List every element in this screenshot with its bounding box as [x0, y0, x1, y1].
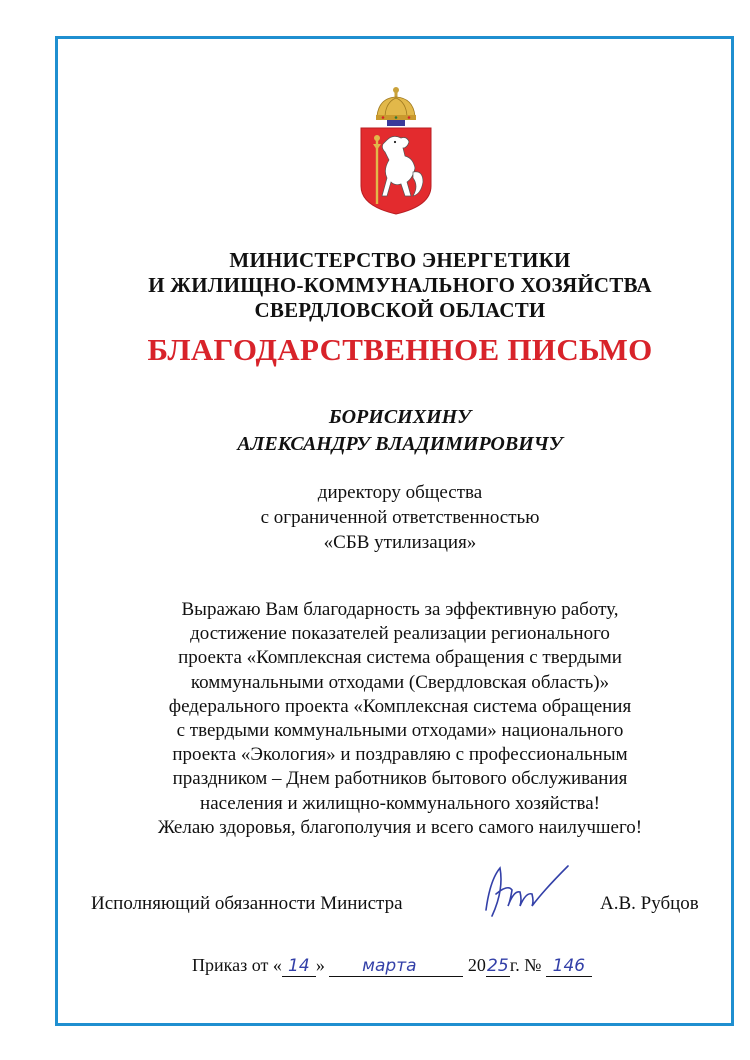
position-line: директору общества [317, 482, 483, 503]
signatory-name: А.В. Рубцов [600, 893, 699, 914]
order-prefix: Приказ от « [192, 955, 282, 975]
order-line [192, 955, 592, 977]
signatory-role: Исполняющий обязанности Министра [91, 893, 403, 914]
order-number: 146 [546, 956, 592, 977]
body-line: населения и жилищно-коммунального хозяйства! [200, 792, 600, 814]
position-line: «СБВ утилизация» [323, 532, 477, 553]
order-month: марта [329, 956, 449, 977]
order-quote-close: » [315, 955, 325, 975]
body-line: федерального проекта «Комплексная система обращения [168, 695, 632, 717]
order-blank [449, 955, 463, 977]
body-line: достижение показателей реализации регионального [190, 623, 610, 645]
body-line: коммунальными отходами (Свердловская область)» [190, 671, 610, 693]
body-line: праздником – Днем работников бытового обслуживания [172, 768, 628, 790]
ministry-name [100, 248, 700, 323]
ministry-line: И ЖИЛИЩНО-КОММУНАЛЬНОГО ХОЗЯЙСТВА [148, 273, 652, 297]
ministry-line: МИНИСТЕРСТВО ЭНЕРГЕТИКИ [229, 248, 571, 272]
body-line: Желаю здоровья, благополучия и всего самого наилучшего! [157, 816, 643, 838]
order-year-prefix: 20 [467, 955, 486, 975]
body-line: проекта «Комплексная система обращения с твердыми [178, 647, 622, 669]
order-day: 14 [282, 956, 316, 977]
order-year-label: г. № [509, 955, 542, 975]
signature-icon [478, 860, 578, 922]
position-line: с ограниченной ответственностью [260, 507, 540, 528]
document-title: БЛАГОДАРСТВЕННОЕ ПИСЬМО [147, 332, 653, 367]
letter-body [80, 598, 720, 840]
coat-of-arms-icon [357, 86, 435, 216]
body-line: проекта «Экология» и поздравляю с профессиональным [172, 744, 628, 766]
recipient-surname: БОРИСИХИНУ [328, 406, 472, 428]
body-line: Выражаю Вам благодарность за эффективную работу, [181, 599, 619, 620]
crown-icon [376, 87, 416, 126]
recipient-name: АЛЕКСАНДРУ ВЛАДИМИРОВИЧУ [237, 433, 563, 455]
recipient-position [100, 480, 700, 555]
ministry-line: СВЕРДЛОВСКОЙ ОБЛАСТИ [254, 298, 546, 322]
body-line: с твердыми коммунальными отходами» национального [176, 720, 624, 742]
recipient [100, 404, 700, 458]
order-year-suffix: 25 [487, 956, 509, 976]
